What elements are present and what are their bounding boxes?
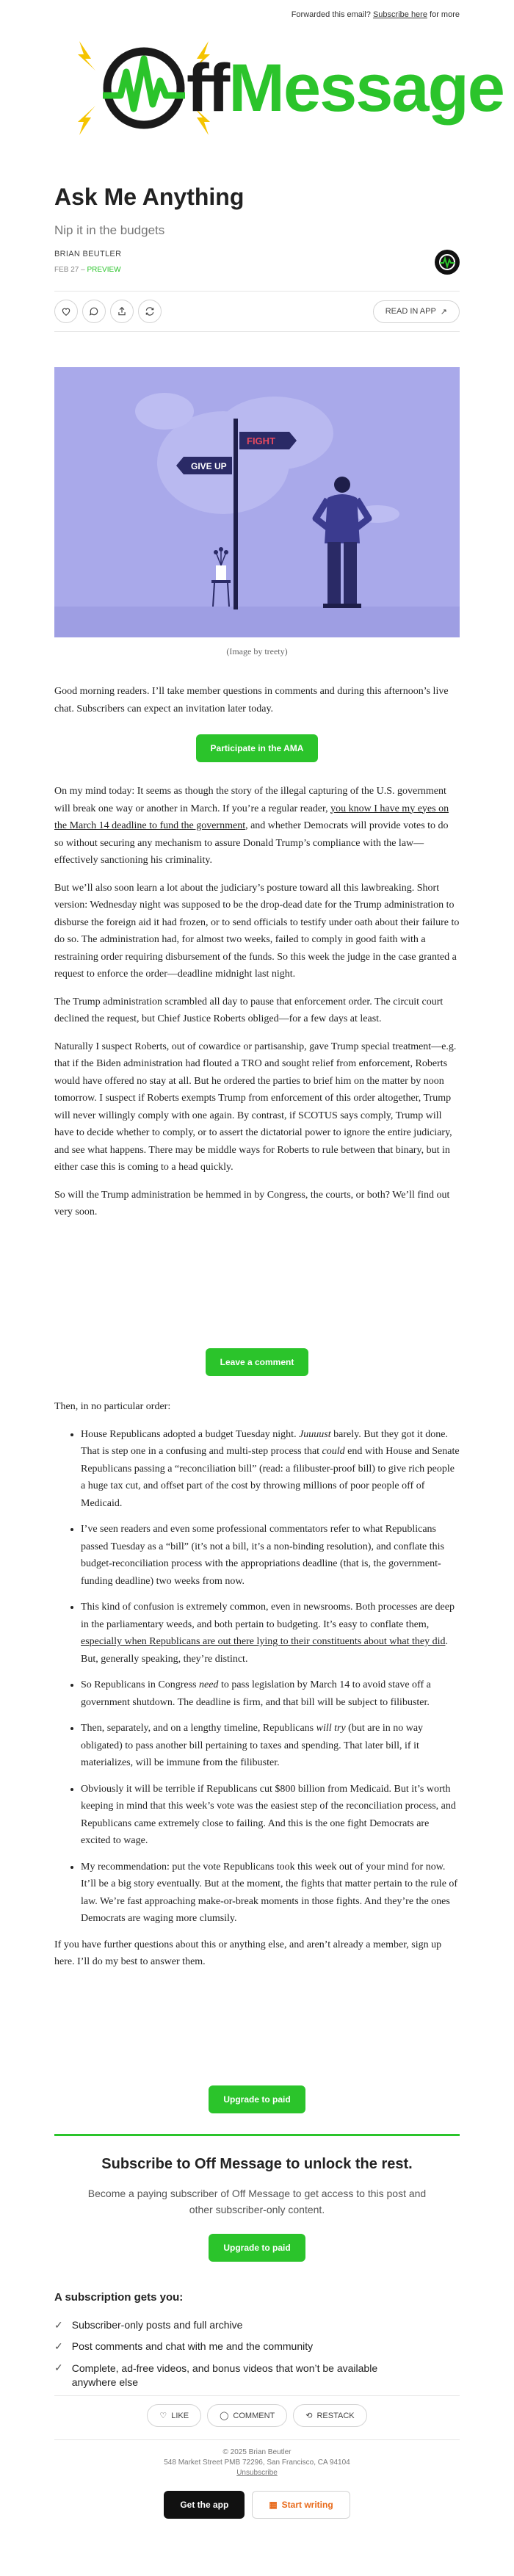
- upgrade-to-paid-button[interactable]: Upgrade to paid: [209, 2085, 305, 2113]
- svg-text:FIGHT: FIGHT: [247, 435, 275, 446]
- paywall-description: Become a paying subscriber of Off Message to get access to this post and other subscriber-only content.: [87, 2188, 427, 2215]
- svg-text:GIVE UP: GIVE UP: [191, 461, 227, 471]
- footer-divider: [54, 2395, 460, 2396]
- logo-message: Message: [228, 51, 504, 126]
- footer-copyright: © 2025 Brian Beutler: [222, 2448, 292, 2456]
- post-subtitle: Nip it in the budgets: [54, 223, 165, 237]
- list-intro: Then, in no particular order:: [54, 1401, 171, 1412]
- footer-restack-button[interactable]: ⟲ RESTACK: [293, 2404, 366, 2427]
- benefit-item: ✓ Post comments and chat with me and the community: [54, 2340, 314, 2352]
- restack-icon: ⟲: [305, 2412, 313, 2420]
- paragraph-1: On my mind today: It seems as though the story of the illegal capturing of the U.S. government will break one way or another in March. If you’re a regular reader, you know I have my eyes on the March 14 deadline to fund the government, and whether Democrats will provide votes to do so without securing any mechanism to assure Donald Trump’s compliance with the law—effectively sanctioning his criminality.: [54, 786, 449, 866]
- substack-icon: ▦: [269, 2500, 278, 2510]
- list-item: • My recommendation: put the vote Republicans took this week out of your mind for now. It’ll be a big story eventually. But at the moment, the fights that matter pertain to the rule of law. We’re fast approaching make-or-break moments in those fights. And they’re the ones Democrats are waging more clumsily.: [81, 1859, 460, 1928]
- list-item: • I’ve seen readers and even some professional commentators refer to what Republicans passed Tuesday as a “bill” (it’s not a bill, it’s a non-binding resolution), and conflate this budget-reconciliation process with the appropriations deadline (that is, the government-funding deadline) two weeks from now.: [81, 1521, 460, 1590]
- restack-icon[interactable]: [138, 300, 162, 323]
- paywall-title: Subscribe to Off Message to unlock the rest.: [101, 2156, 413, 2172]
- heart-icon: ♡: [159, 2412, 167, 2420]
- list-item: • So Republicans in Congress need to pass legislation by March 14 to avoid stave off a government shutdown. The deadline is firm, and that bill will be subject to filibuster.: [81, 1676, 460, 1711]
- preview-badge: PREVIEW: [87, 266, 121, 274]
- benefits-heading: A subscription gets you:: [54, 2291, 184, 2304]
- image-caption: (Image by treety): [226, 646, 288, 656]
- footer-address: 548 Market Street PMB 72296, San Francisco, CA 94104: [164, 2459, 350, 2467]
- republicans-lying-link[interactable]: especially when Republicans are out there lying to their constituents about what they did: [81, 1636, 446, 1647]
- closing-paragraph: If you have further questions about this or anything else, and aren’t already a member, sign up here. I’ll do my best to answer them.: [54, 1939, 442, 1967]
- check-icon: ✓: [54, 2340, 63, 2352]
- list-item: • Obviously it will be terrible if Republicans cut $800 billion from Medicaid. But it’s worth keeping in mind that this week’s vote was the easiest step of the reconciliation process, and Republicans came extremely close to failing. And this is the one fight Democrats are excited to wage.: [81, 1781, 460, 1850]
- march-14-deadline-link[interactable]: you know I have my eyes on the March 14 deadline to fund the government: [54, 803, 449, 831]
- arrow-up-right-icon: ↗: [440, 307, 447, 316]
- subscribe-here-link[interactable]: Subscribe here: [372, 10, 427, 19]
- list-item: • House Republicans adopted a budget Tuesday night. Juuuust barely. But they got it done. That is step one in a confusing and multi-step process that could end with House and Senate Republicans passing a “reconciliation bill” (read: a filibuster-proof bill) to give rich people a huge tax cut, and offset part of the cost by throwing millions of poor people off of Medicaid.: [81, 1426, 460, 1513]
- author-name[interactable]: BRIAN BEUTLER: [54, 250, 122, 258]
- participate-ama-button[interactable]: Participate in the AMA: [196, 734, 319, 762]
- comment-icon: ◯: [220, 2412, 229, 2420]
- sign-fight: [239, 432, 297, 449]
- benefit-item: ✓ Complete, ad-free videos, and bonus videos that won’t be available anywhere else: [54, 2362, 378, 2388]
- footer-buttons: [54, 2491, 460, 2519]
- post-title: Ask Me Anything: [54, 184, 245, 210]
- paragraph-2: But we’ll also soon learn a lot about the judiciary’s posture toward all this lawbreaking. Short version: Wednesday night was supposed to be the drop-dead date for the Trump administration to disburse the foreign aid it had frozen, or to send officials to testify under oath about their failure to do so. The administration had, for almost two weeks, failed to comply in good faith with a restraining order requiring disbursement of the funds. So this week the judge in the case granted a request to enforce the order—deadline midnight last night.: [54, 882, 460, 980]
- leave-comment-button[interactable]: Leave a comment: [206, 1348, 309, 1376]
- post-date: FEB 27: [54, 266, 79, 274]
- share-icon[interactable]: [110, 300, 134, 323]
- footer-divider-2: [54, 2439, 460, 2440]
- paragraph-5: So will the Trump administration be hemmed in by Congress, the courts, or both? We’ll find out very soon.: [54, 1189, 450, 1218]
- footer-actions: [54, 2404, 460, 2427]
- read-in-app-button[interactable]: READ IN APP ↗: [373, 300, 460, 323]
- bullet-list: [54, 1426, 460, 1928]
- unsubscribe-link[interactable]: Unsubscribe: [236, 2469, 278, 2477]
- forward-bar: Forwarded this email? Subscribe here for more: [291, 10, 460, 19]
- intro-paragraph: Good morning readers. I’ll take member questions in comments and during this afternoon’s live chat. Subscribers can expect an invitation later today.: [54, 686, 449, 714]
- paragraph-3: The Trump administration scrambled all day to pause that enforcement order. The circuit court declined the request, but Chief Justice Roberts obliged—for a few days at least.: [54, 996, 444, 1024]
- post-meta: FEB 27 – PREVIEW: [54, 266, 121, 274]
- comment-icon[interactable]: [82, 300, 106, 323]
- footer-like-button[interactable]: ♡ LIKE: [147, 2404, 201, 2427]
- get-app-button[interactable]: Get the app: [164, 2491, 245, 2519]
- benefit-item: ✓ Subscriber-only posts and full archive: [54, 2319, 243, 2331]
- publication-logo[interactable]: [69, 37, 504, 140]
- check-icon: ✓: [54, 2362, 63, 2373]
- author-avatar[interactable]: [435, 250, 460, 275]
- list-item: • Then, separately, and on a lengthy timeline, Republicans will try (but are in no way obligated) to pass another bill pertaining to taxes and spending. That later bill, if it materializes, will be immune from the filibuster.: [81, 1720, 460, 1772]
- start-writing-button[interactable]: ▦ Start writing: [252, 2491, 350, 2519]
- paywall-divider: [54, 2134, 460, 2136]
- paragraph-4: Naturally I suspect Roberts, out of cowardice or partisanship, gave Trump special treatment—e.g. that if the Biden administration had flouted a TRO and sought relief from enforcement, Roberts would have offered no stay at all. But he ordered the parties to brief him on the matter by noon tomorrow. I suspect if Roberts exempts Trump from enforcement of this order altogether, Trump will never willingly comply with one again. By contrast, if SCOTUS says comply, Trump will have to decide whether to comply, or to assert the dictatorial power to ignore the entire judiciary, and see what happens. There may be middle ways for Roberts to rule between that binary, but in either case this is coming to a head quickly.: [54, 1041, 457, 1173]
- like-icon[interactable]: [54, 300, 78, 323]
- logo-ff: ff: [187, 51, 229, 126]
- check-icon: ✓: [54, 2319, 63, 2331]
- sign-giveup: [176, 457, 232, 474]
- list-item: • This kind of confusion is extremely common, even in newsrooms. Both processes are deep in the parliamentary weeds, and both pertain to budgeting. It’s easy to conflate them, especially when Republicans are out there lying to their constituents about what they did. But, generally speaking, they’re distinct.: [81, 1599, 460, 1668]
- footer-comment-button[interactable]: ◯ COMMENT: [207, 2404, 287, 2427]
- benefits-list: [54, 2319, 460, 2398]
- post-action-row: [54, 291, 460, 332]
- hero-illustration: [54, 367, 460, 637]
- paywall-upgrade-button[interactable]: Upgrade to paid: [209, 2234, 305, 2262]
